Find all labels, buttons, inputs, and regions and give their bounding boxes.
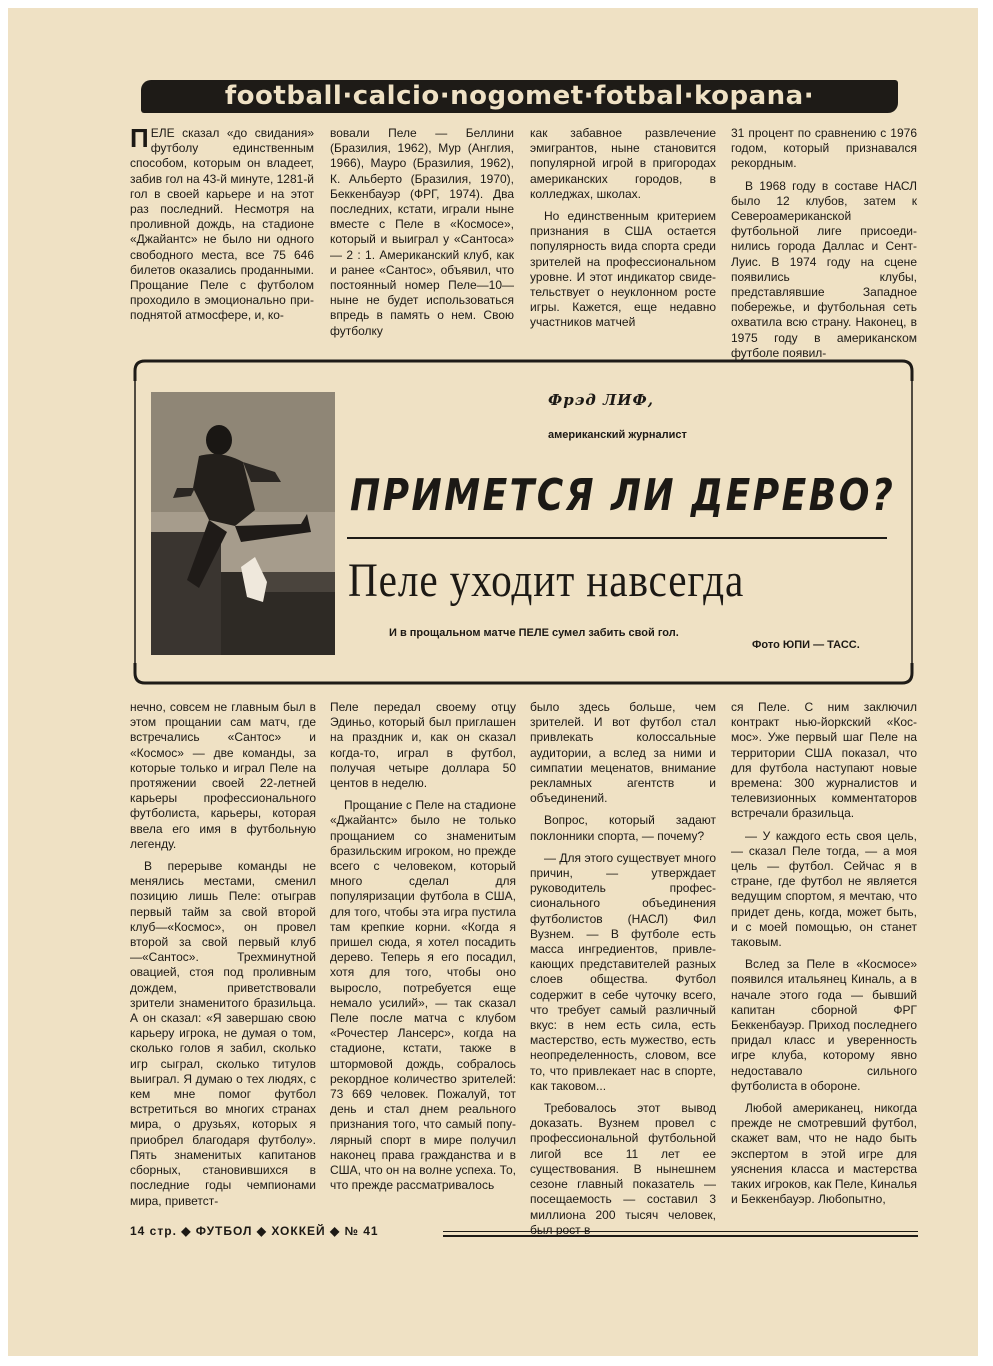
page-footer: 14 стр. ◆ ФУТБОЛ ◆ ХОККЕЙ ◆ № 41 <box>130 1224 379 1238</box>
paragraph: как забавное развлечение эмигрантов, ныне становится популярной игрой в пригородах американских городов, в колледжах, школах. <box>530 126 716 201</box>
paragraph: ся Пеле. С ним заключил контракт нью-йоркский «Космос». Уже первый шаг Пеле на территории США показал, что для футбола наступают новые времена: 300 журналистов и телевизионных комментаторов встречали бразильца. <box>731 700 917 821</box>
author-name: Фрэд ЛИФ, <box>548 391 654 409</box>
article-headline: ПРИМЕТСЯ ЛИ ДЕРЕВО? <box>350 470 896 521</box>
paragraph: было здесь больше, чем зрителей. И вот футбол стал привлекать колоссальные аудитории, а вслед за ними и симпатии меценатов, внимание рекламных агентств и объединений. <box>530 700 716 806</box>
photo-credit: Фото ЮПИ — ТАСС. <box>752 639 860 651</box>
author-role: американский журналист <box>548 429 687 441</box>
article-column-bottom-4 <box>731 700 917 1218</box>
headline-rule <box>347 537 887 539</box>
paragraph: Требовалось этот вывод доказать. Вузнем провел с профессиональной футбольной лигой все 11 лет ее существования. В нынешнем сезоне главный показатель — посещаемость — составил 3 миллиона 200 тысяч человек, был рост в <box>530 1101 716 1237</box>
article-column-bottom-1 <box>130 700 316 1218</box>
paragraph: — У каждого есть своя цель, — сказал Пеле тогда, — а моя цель — футбол. Сейчас я в стране, где футбол не является ведущим спортом, я мечтаю, что придет день, когда, может быть, и с моей помощью, он станет таковым. <box>731 828 917 950</box>
footer-rule <box>443 1231 918 1237</box>
article-column-top-3 <box>530 126 716 370</box>
pele-kicking-photo <box>151 392 335 655</box>
article-subheadline: Пеле уходит навсегда <box>348 554 745 607</box>
paragraph: нечно, совсем не главным был в этом прощании сам матч, где встречались «Сантос» и «Космос» — две команды, за которые только и играл Пеле на протяжении своей 22-летней карьеры профессионального футболиста, карьеры, которая ввела его имя в футбольную легенду. <box>130 700 316 851</box>
paragraph: — Для этого существует много причин, — утверждает руководитель профессионального объединения футболистов (НАСЛ) Фил Вузнем. — В футболе есть масса ингредиентов, привлекающих представителей разных слоев общества. Футбол содержит в себе чуточку всего, что требует самый различный вкус: в нем есть сила, есть мастерство, есть мужество, есть неопределенность, словом, все то, что привлекает нас в спорте, как таковом... <box>530 850 716 1093</box>
paragraph: Вопрос, который задают поклонники спорта, — почему? <box>530 813 716 843</box>
article-column-bottom-3 <box>530 700 716 1237</box>
paragraph: В 1968 году в составе НАСЛ было 12 клубов, затем к Североамериканской футбольной лиге присоединились города Даллас и Сент-Луис. В 1974 году на сцене появились клубы, представлявшие Западное побережье, и футбольная сеть охватила всю страну. Наконец, в 1975 году в американском футболе появил- <box>731 178 917 360</box>
paragraph: Но единственным критерием признания в США остается популярность вида спорта среди зрителей на профессиональном уровне. И этот индикатор свидетельствует о неуклонном росте игры. Кажется, еще недавно участников матчей <box>530 209 716 330</box>
column-text: вовали Пеле — Беллини (Бразилия, 1962), Мур (Англия, 1966), Мауро (Бразилия, 1962), К. Альберто (Бразилия, 1970), Беккенбауэр (ФРГ, 1974). Два последних, кстати, играли ныне вместе с Пеле в «Космосе», который и выиграл у «Сантоса» — 2 : 1. Американский клуб, как и ранее «Сантос», объявил, что постоянный номер Пеле—10—ныне не будет использоваться впредь в память о нем. Свою футболку <box>330 126 514 338</box>
photo-caption: И в прощальном матче ПЕЛЕ сумел забить свой гол. <box>389 627 679 639</box>
article-column-top-1 <box>130 123 315 370</box>
paragraph: Любой американец, никогда прежде не смотревший футбол, скажет вам, что не надо быть экспертом в этой игре для уяснения класса и мастерства таких игроков, как Пеле, Киналья и Беккенбауэр. Любопытно, <box>731 1101 917 1207</box>
multilingual-football-banner: football·calcio·nogomet·fotbal·kopana· <box>141 80 898 113</box>
paragraph: Пеле передал своему отцу Эдиньо, который был приглашен на праздник и, как он сказал когда-то, играл в футбол, получая четыре доллара 50 центов в неделю. <box>330 700 516 791</box>
paragraph: 31 процент по сравнению с 1976 годом, который признавался рекордным. <box>731 126 917 171</box>
article-column-top-4 <box>731 126 917 370</box>
article-column-bottom-2 <box>330 700 516 1218</box>
photo-image <box>151 392 335 655</box>
paragraph: Вслед за Пеле в «Космосе» появился итальянец Киналь, а в начале этого года — бывший капитан сборной ФРГ Беккенбауэр. Приход последнего придал класс и уверенность игре клуба, которому явно недоставало сильного футболиста в обороне. <box>731 957 917 1093</box>
drop-cap: П <box>130 123 149 153</box>
article-column-top-2 <box>330 126 514 370</box>
paragraph: В перерыве команды не менялись местами, сменил позицию лишь Пеле: отыграв первый тайм за свой второй клуб—«Космос», он провел второй за свой первый клуб—«Сантос». Трехминутной овацией, стоя под проливным дождем, приветствовали зрители знаменитого бразильца. А он сказал: «Я завершаю свою карьеру игрока, не думая о том, сколько голов я забил, сколько игр сыграл, сколько титулов выиграл. Я думаю о тех людях, с кем мне помог футбол встретиться во многих странах мира, о друзьях, которых я приобрел благодаря футболу». Пять знаменитых капитанов сборных, становившихся в последние годы чемпионами мира, приветст- <box>130 859 316 1208</box>
paragraph: Прощание с Пеле на стадионе «Джайантс» было не только прощанием со знаменитым бразильским игроком, но прежде всего с человеком, который много сделал для популяризации футбола в США, для того, чтобы эта игра пустила там крепкие корни. «Когда я пришел сюда, я хотел посадить дерево. Теперь я его посадил, хотя для того, чтобы оно выросло, потребуется еще немало усилий», — так сказал Пеле после матча с клубом «Рочестер Лансерс», когда на стадионе, кстати, также в штормовой дождь, собралось рекордное количество зрителей: 73 669 человек. Пожалуй, тот день и стал днем реального признания того, что самый популярный спорт в мире получил наконец права гражданства и в США, что он на волне успеха. То, что прежде рассматривалось <box>330 798 516 1193</box>
column-text: ЕЛЕ сказал «до свидания» футболу единственным способом, которым он владеет, забив гол на 43-й минуте, 1281-й гол в своей карьере и на этот раз последний. Несмотря на проливной дождь, на стадионе «Джайантс» не было ни одного свободного места, все 75 646 билетов оказались проданными. Прощание Пеле с футболом проходило в эмоционально приподнятой атмосфере, и, ко- <box>130 126 315 323</box>
